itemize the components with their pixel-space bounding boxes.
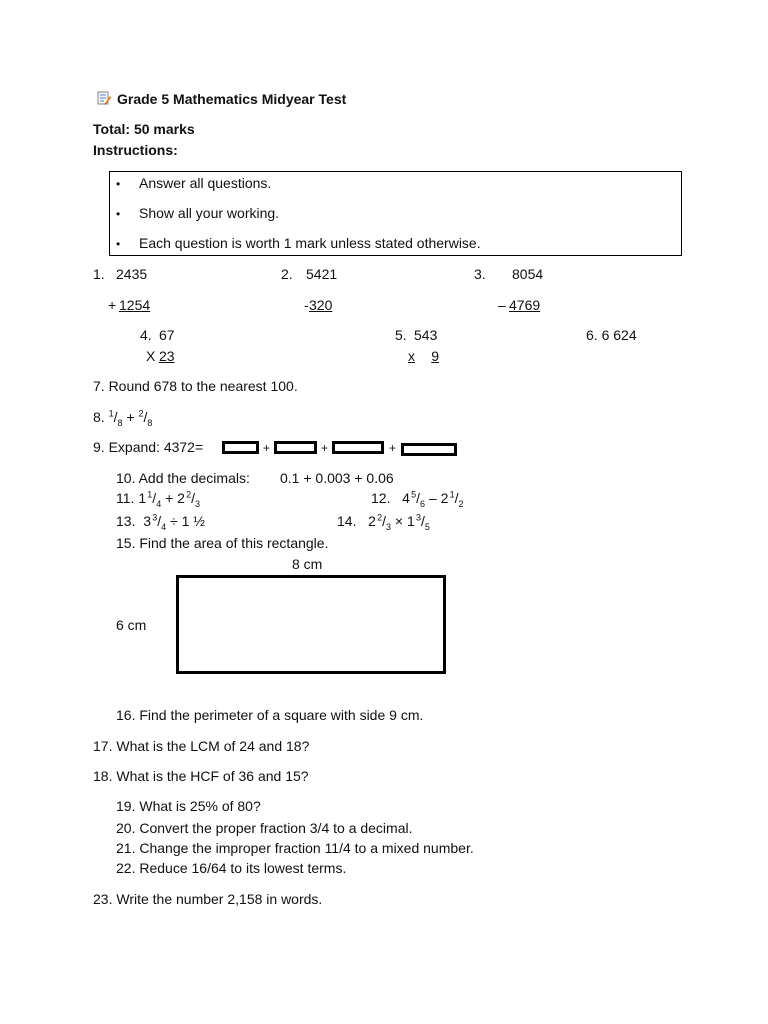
question-14: 14. 2 $^2/_3 \times 1$ $^3/_5$	[337, 512, 430, 532]
question-23: 23. Write the number 2,158 in words.	[93, 891, 323, 907]
denominator: 4	[161, 521, 167, 532]
question-4-top: 67	[159, 327, 175, 343]
bullet: •	[116, 177, 121, 191]
denominator: 3	[195, 498, 201, 509]
total-marks: Total: 50 marks	[93, 121, 195, 137]
question-2-op: -	[304, 297, 309, 313]
question-11: 11. 1 $^1/_4 + 2$ $^2/_3$	[116, 489, 201, 509]
question-15: 15. Find the area of this rectangle.	[116, 535, 329, 551]
instructions-box	[109, 171, 682, 256]
question-17: 17. What is the LCM of 24 and 18?	[93, 738, 310, 754]
instruction-item: Show all your working.	[139, 205, 280, 221]
question-4-bottom: 23	[159, 348, 175, 364]
rectangle-width-label: 8 cm	[292, 556, 323, 572]
numerator: 2	[138, 408, 144, 419]
denominator: 3	[386, 521, 392, 532]
expand-answer-box[interactable]	[332, 441, 384, 454]
memo-icon	[96, 90, 112, 106]
question-3-top: 8054	[512, 266, 544, 282]
plus-sign: +	[263, 441, 271, 455]
numerator: 2	[186, 489, 192, 500]
question-5-op: x	[408, 348, 415, 364]
question-3-number: 3.	[474, 266, 486, 282]
question-1-bottom: 1254	[119, 297, 151, 313]
question-4-number: 4.	[140, 327, 152, 343]
bullet: •	[116, 207, 121, 221]
question-20: 20. Convert the proper fraction 3/4 to a decimal.	[116, 820, 413, 836]
question-8-number: 8.	[93, 409, 105, 425]
question-12-mid: – 2	[428, 490, 449, 506]
question-13-number: 13.	[116, 513, 136, 529]
question-1-number: 1.	[93, 266, 105, 282]
question-22: 22. Reduce 16/64 to its lowest terms.	[116, 860, 347, 876]
whole-number: 2	[368, 513, 376, 529]
denominator: 4	[156, 498, 162, 509]
instructions-label: Instructions:	[93, 142, 178, 158]
question-1-top: 2435	[116, 266, 148, 282]
denominator: 6	[420, 498, 426, 509]
whole-number: 3	[143, 513, 152, 529]
question-10-label: 10. Add the decimals:	[116, 470, 250, 486]
question-8: 8. $^1/_8 + ^2/_8$	[93, 408, 153, 428]
rectangle-height-label: 6 cm	[116, 617, 147, 633]
question-3-op: –	[498, 297, 506, 313]
question-1-op: +	[108, 297, 117, 313]
question-14-mid: × 1	[394, 513, 415, 529]
question-2-bottom: 320	[309, 297, 333, 313]
expand-answer-box[interactable]	[222, 441, 259, 454]
question-11-mid: + 2	[165, 490, 185, 506]
question-10-expression: 0.1 + 0.003 + 0.06	[280, 470, 394, 486]
question-9-label: 9. Expand: 4372=	[93, 439, 204, 455]
question-2-top: 5421	[306, 266, 338, 282]
numerator: 5	[411, 489, 417, 500]
numerator: 1	[147, 489, 153, 500]
numerator: 3	[415, 512, 421, 523]
question-6: 6. 6 624	[586, 327, 637, 343]
question-12: 12. 4 $^5/_6 - 2$ $^1/_2$	[371, 489, 464, 509]
question-5-top: 543	[414, 327, 438, 343]
numerator: 3	[152, 512, 158, 523]
page-title: Grade 5 Mathematics Midyear Test	[117, 91, 347, 107]
plus-sign: +	[389, 441, 397, 455]
question-5-number: 5.	[395, 327, 407, 343]
instruction-item: Answer all questions.	[139, 175, 272, 191]
question-11-prefix: 11. 1	[116, 490, 147, 506]
numerator: 1	[449, 489, 455, 500]
question-19: 19. What is 25% of 80?	[116, 798, 261, 814]
expand-answer-box[interactable]	[401, 443, 457, 456]
question-5-bottom: 9	[431, 348, 439, 364]
denominator: 5	[424, 521, 430, 532]
expand-answer-box[interactable]	[274, 441, 317, 454]
numerator: 1	[108, 408, 114, 419]
question-7: 7. Round 678 to the nearest 100.	[93, 378, 298, 394]
question-16: 16. Find the perimeter of a square with side 9 cm.	[116, 707, 424, 723]
numerator: 2	[377, 512, 383, 523]
question-4-op: X	[146, 348, 156, 364]
denominator: 8	[117, 417, 123, 428]
rectangle-figure	[176, 575, 446, 674]
question-3-bottom: 4769	[509, 297, 541, 313]
question-2-number: 2.	[281, 266, 293, 282]
bullet: •	[116, 237, 121, 251]
question-12-number: 12.	[371, 490, 391, 506]
question-18: 18. What is the HCF of 36 and 15?	[93, 768, 309, 784]
plus-sign: +	[126, 409, 135, 425]
question-21: 21. Change the improper fraction 11/4 to a mixed number.	[116, 840, 474, 856]
whole-number: 4	[402, 490, 410, 506]
denominator: 2	[458, 498, 464, 509]
denominator: 8	[147, 417, 153, 428]
question-13-mid: ÷ 1 ½	[170, 513, 205, 529]
plus-sign: +	[321, 441, 329, 455]
instruction-item: Each question is worth 1 mark unless stated otherwise.	[139, 235, 481, 251]
question-14-number: 14.	[337, 513, 357, 529]
question-13: 13. 3 $^3/_4 \div 1$ ½	[116, 512, 205, 532]
